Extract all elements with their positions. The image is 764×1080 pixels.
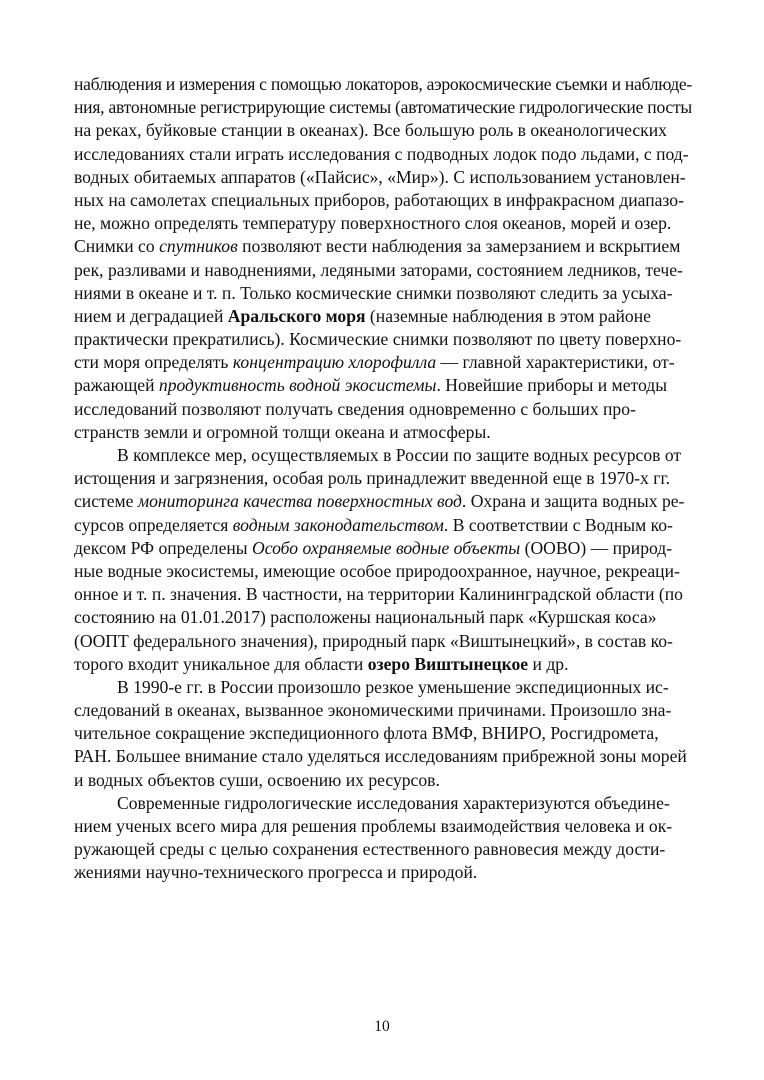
text-run: ражающей — [74, 375, 159, 396]
text-run: Снимки со — [74, 236, 160, 257]
text-run: сти моря определять — [74, 352, 233, 373]
text-line — [74, 490, 692, 513]
text-run: Современные гидрологические исследования характеризуются объедине- — [117, 792, 670, 813]
text-run: и водных объектов суши, освоению их ресурсов. — [74, 769, 440, 790]
text-line — [74, 189, 692, 212]
page-number: 10 — [374, 1018, 390, 1035]
text-run: РАН. Большее внимание стало уделяться исследованиям прибрежной зоны морей — [74, 746, 687, 767]
text-run: водных обитаемых аппаратов («Пайсис», «Мир»). С использованием установлен- — [74, 166, 686, 187]
text-run: системе — [74, 491, 138, 512]
italic-term: мониторинга качества поверхностных вод — [137, 491, 462, 512]
text-line — [74, 745, 692, 768]
text-run: ния, автономные регистрирующие системы (автоматические гидрологические посты — [74, 97, 692, 118]
text-line — [74, 212, 692, 235]
text-line — [74, 444, 692, 467]
text-line — [74, 351, 692, 374]
text-run: онное и т. п. значения. В частности, на территории Калининградской области (по — [74, 584, 683, 605]
text-run: торого входит уникальное для области — [74, 653, 368, 674]
text-run: дексом РФ определены — [74, 537, 253, 558]
text-line — [74, 398, 692, 421]
text-line — [74, 73, 692, 96]
text-run: — главной характеристики, от- — [436, 352, 675, 373]
text-line — [74, 699, 692, 722]
text-line — [74, 583, 692, 606]
text-line — [74, 421, 692, 444]
text-run: . Охрана и защита водных ре- — [461, 491, 685, 512]
text-run: ных на самолетах специальных приборов, работающих в инфракрасном диапазо- — [74, 189, 684, 210]
text-run: В комплексе мер, осуществляемых в России по защите водных ресурсов от — [117, 445, 682, 465]
text-run: нием ученых всего мира для решения проблемы взаимодействия человека и ок- — [74, 816, 673, 836]
text-line — [74, 560, 692, 583]
text-run: наблюдения и измерения с помощью локаторов, аэрокосмические съемки и наблюде- — [74, 74, 692, 94]
text-line — [74, 792, 692, 815]
text-run: нием и деградацией — [74, 305, 228, 326]
text-run: ружающей среды с целью сохранения естественного равновесия между дости- — [74, 839, 666, 860]
text-line — [74, 282, 692, 305]
paragraph — [74, 792, 692, 885]
bold-term: озеро Виштынецкое — [367, 653, 529, 674]
text-run: . Новейшие приборы и методы — [436, 375, 668, 396]
text-line — [74, 328, 692, 351]
text-run: . В соответствии с Водным ко- — [443, 514, 673, 535]
text-run: позволяют вести наблюдения за замерзанием и вскрытием — [237, 236, 681, 257]
text-run: следований в океанах, вызванное экономическими причинами. Произошло зна- — [74, 700, 672, 721]
text-run: не, можно определять температуру поверхностного слоя океанов, морей и озер. — [74, 213, 672, 234]
italic-term: Особо охраняемые водные объекты — [252, 537, 521, 558]
text-line — [74, 676, 692, 699]
body-text — [74, 73, 692, 885]
text-run: (ООВО) — природ- — [520, 537, 673, 558]
text-run: состоянию на 01.01.2017) расположены национальный парк «Куршская коса» — [74, 607, 657, 628]
text-run: странств земли и огромной толщи океана и атмосферы. — [74, 421, 491, 442]
bold-term: Аральского моря — [227, 305, 366, 326]
text-line — [74, 838, 692, 861]
text-line — [74, 861, 692, 884]
text-line — [74, 374, 692, 397]
text-line — [74, 119, 692, 142]
text-line — [74, 259, 692, 282]
text-line — [74, 815, 692, 838]
text-run: ниями в океане и т. п. Только космические снимки позволяют следить за усыха- — [74, 282, 673, 303]
text-run: ные водные экосистемы, имеющие особое природоохранное, научное, рекреаци- — [74, 560, 680, 581]
text-run: исследований позволяют получать сведения одновременно с больших про- — [74, 398, 636, 419]
text-run: сурсов определяется — [74, 514, 233, 535]
text-line — [74, 722, 692, 745]
text-run: практически прекратились). Космические снимки позволяют по цвету поверхно- — [74, 329, 682, 350]
italic-term: водным законодательством — [232, 514, 444, 535]
paragraph — [74, 676, 692, 792]
text-run: (наземные наблюдения в этом районе — [365, 305, 651, 326]
text-line — [74, 514, 692, 537]
italic-term: концентрацию хлорофилла — [232, 352, 437, 373]
italic-term: спутников — [159, 236, 238, 257]
text-run: исследованиях стали играть исследования с подводных лодок подо льдами, с под- — [74, 143, 689, 164]
text-line — [74, 467, 692, 490]
text-line — [74, 305, 692, 328]
paragraph — [74, 444, 692, 676]
text-line — [74, 653, 692, 676]
text-line — [74, 235, 692, 258]
text-line — [74, 143, 692, 166]
text-run: (ООПТ федерального значения), природный парк «Виштынецкий», в состав ко- — [74, 630, 673, 651]
text-line — [74, 166, 692, 189]
italic-term: продуктивность водной экосистемы — [158, 375, 437, 396]
text-run: и др. — [528, 653, 569, 674]
text-line — [74, 96, 692, 119]
text-run: В 1990-е гг. в России произошло резкое уменьшение экспедиционных ис- — [117, 676, 669, 697]
text-line — [74, 769, 692, 792]
text-run: истощения и загрязнения, особая роль принадлежит введенной еще в 1970-х гг. — [74, 468, 671, 489]
text-run: на реках, буйковые станции в океанах). Все большую роль в океанологических — [74, 120, 667, 141]
text-line — [74, 537, 692, 560]
text-run: рек, разливами и наводнениями, ледяными заторами, состоянием ледников, тече- — [74, 259, 683, 280]
text-run: жениями научно-технического прогресса и природой. — [74, 862, 478, 883]
text-line — [74, 606, 692, 629]
paragraph — [74, 73, 692, 444]
text-run: чительное сокращение экспедиционного флота ВМФ, ВНИРО, Росгидромета, — [74, 723, 659, 744]
text-line — [74, 630, 692, 653]
